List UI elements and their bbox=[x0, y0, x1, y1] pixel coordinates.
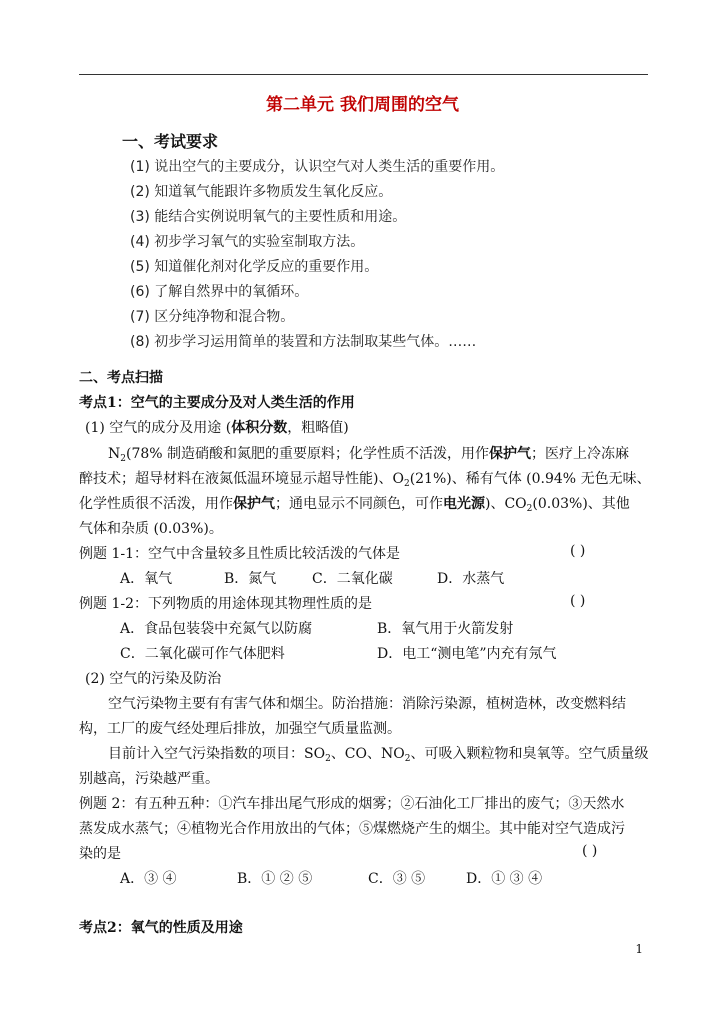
page-number: 1 bbox=[635, 942, 643, 956]
sub1-heading: (1) 空气的成分及用途 (体积分数，粗略值) bbox=[85, 420, 349, 436]
option: C．二氧化碳 bbox=[312, 571, 393, 587]
paragraph-line: 目前计入空气污染指数的项目：$SO_2$、CO、$NO_2$、可吸入颗粒物和臭氧等。空气质量级 bbox=[108, 746, 649, 764]
requirement-item: (4) 初步学习氧气的实验室制取方法。 bbox=[130, 234, 365, 250]
option: D．电工“测电笔”内充有氖气 bbox=[377, 646, 557, 662]
paragraph-line: 构，工厂的废气经处理后排放，加强空气质量监测。 bbox=[79, 721, 401, 737]
requirement-item: (2) 知道氧气能跟许多物质发生氧化反应。 bbox=[130, 184, 393, 200]
option: B．氮气 bbox=[224, 571, 277, 587]
example-question: 蒸发成水蒸气；④植物光合作用放出的气体；⑤煤燃烧产生的烟尘。其中能对空气造成污 bbox=[79, 821, 625, 837]
example-question: 染的是 bbox=[79, 846, 121, 862]
option: D．① ③ ④ bbox=[466, 871, 543, 887]
option: D．水蒸气 bbox=[437, 571, 505, 587]
header-rule bbox=[79, 74, 648, 75]
requirement-item: (8) 初步学习运用简单的装置和方法制取某些气体。…… bbox=[130, 334, 477, 350]
paragraph-line: 别越高，污染越严重。 bbox=[79, 771, 219, 787]
option: C．③ ⑤ bbox=[368, 871, 426, 887]
option: B．氧气用于火箭发射 bbox=[377, 621, 514, 637]
answer-blank: ( ) bbox=[570, 593, 586, 609]
requirement-item: (3) 能结合实例说明氧气的主要性质和用途。 bbox=[130, 209, 407, 225]
answer-blank: ( ) bbox=[570, 543, 586, 559]
example-question: 例题 1-1：空气中含量较多且性质比较活泼的气体是 bbox=[79, 546, 400, 562]
option: B．① ② ⑤ bbox=[237, 871, 313, 887]
option: C．二氧化碳可作气体肥料 bbox=[120, 646, 285, 662]
sub2-heading: (2) 空气的污染及防治 bbox=[85, 671, 222, 687]
requirement-item: (5) 知道催化剂对化学反应的重要作用。 bbox=[130, 259, 379, 275]
paragraph-line: $N_2(78\%$ 制造硝酸和氮肥的重要原料；化学性质不活泼，用作保护气；医疗上冷冻麻 bbox=[108, 446, 630, 464]
section1-heading: 一、考试要求 bbox=[122, 132, 219, 151]
paragraph-line: 化学性质很不活泼，用作保护气；通电显示不同颜色，可作电光源)、$CO_2(0.03\%)$、其他 bbox=[79, 496, 630, 514]
kp2-title: 考点2：氧气的性质及用途 bbox=[79, 920, 243, 936]
option: A．食品包装袋中充氮气以防腐 bbox=[120, 621, 313, 637]
section2-heading: 二、考点扫描 bbox=[79, 370, 163, 386]
paragraph-line: 气体和杂质 (0.03%)。 bbox=[79, 521, 223, 537]
requirement-item: (7) 区分纯净物和混合物。 bbox=[130, 309, 295, 325]
example-question: 例题 2：有五种五种：①汽车排出尾气形成的烟雾；②石油化工厂排出的废气；③天然水 bbox=[79, 796, 625, 812]
page-title: 第二单元 我们周围的空气 bbox=[266, 95, 459, 115]
paragraph-line: 醉技术；超导材料在液氮低温环境显示超导性能)、$O_2(21\%)$、稀有气体 (0.94% 无色无味、 bbox=[79, 471, 651, 489]
example-question: 例题 1-2：下列物质的用途体现其物理性质的是 bbox=[79, 596, 372, 612]
kp1-title: 考点1：空气的主要成分及对人类生活的作用 bbox=[79, 395, 355, 411]
option: A．③ ④ bbox=[120, 871, 177, 887]
paragraph-line: 空气污染物主要有有害气体和烟尘。防治措施：消除污染源，植树造林，改变燃料结 bbox=[108, 696, 626, 712]
answer-blank: ( ) bbox=[582, 843, 598, 859]
requirement-item: (1) 说出空气的主要成分，认识空气对人类生活的重要作用。 bbox=[130, 159, 505, 175]
option: A．氧气 bbox=[120, 571, 173, 587]
requirement-item: (6) 了解自然界中的氧循环。 bbox=[130, 284, 309, 300]
